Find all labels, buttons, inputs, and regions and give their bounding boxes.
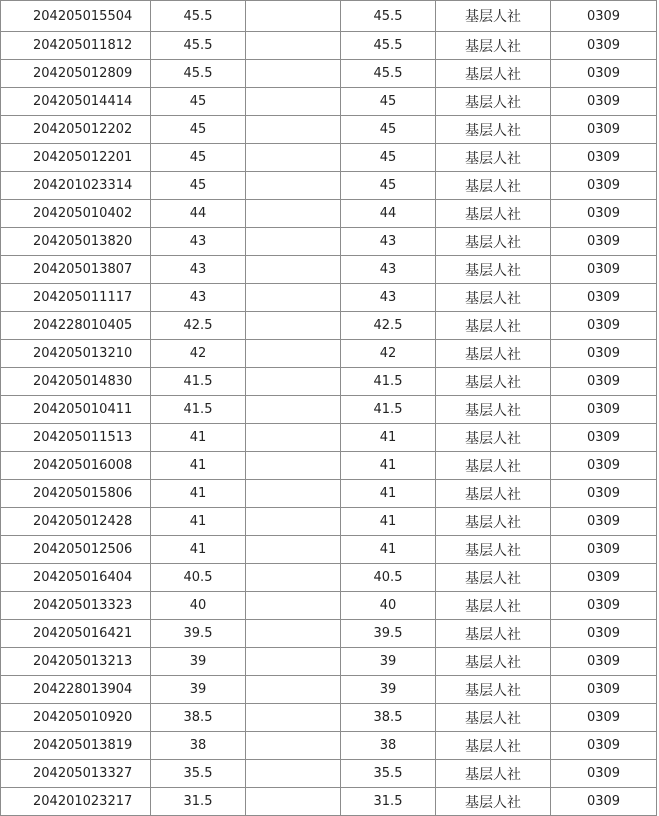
code-cell: 0309 [551, 620, 657, 648]
score-cell: 39 [151, 676, 246, 704]
total-cell: 35.5 [341, 760, 436, 788]
blank-cell [246, 200, 341, 228]
score-cell: 40.5 [151, 564, 246, 592]
code-cell: 0309 [551, 676, 657, 704]
unit-cell: 基层人社 [436, 312, 551, 340]
total-cell: 44 [341, 200, 436, 228]
table-row [1, 60, 657, 88]
table-row [1, 620, 657, 648]
unit-cell: 基层人社 [436, 200, 551, 228]
total-cell: 41 [341, 480, 436, 508]
code-cell: 0309 [551, 340, 657, 368]
id-cell: 204205013807 [1, 256, 151, 284]
score-cell: 41.5 [151, 368, 246, 396]
unit-cell: 基层人社 [436, 88, 551, 116]
blank-cell [246, 88, 341, 116]
blank-cell [246, 648, 341, 676]
score-cell: 40 [151, 592, 246, 620]
code-cell: 0309 [551, 788, 657, 816]
unit-cell: 基层人社 [436, 368, 551, 396]
unit-cell: 基层人社 [436, 172, 551, 200]
total-cell: 41 [341, 424, 436, 452]
blank-cell [246, 396, 341, 424]
score-cell: 38.5 [151, 704, 246, 732]
unit-cell: 基层人社 [436, 116, 551, 144]
code-cell: 0309 [551, 200, 657, 228]
score-cell: 45.5 [151, 32, 246, 60]
table-row [1, 256, 657, 284]
unit-cell: 基层人社 [436, 32, 551, 60]
id-cell: 204205012201 [1, 144, 151, 172]
table-row [1, 116, 657, 144]
code-cell: 0309 [551, 564, 657, 592]
table-row [1, 536, 657, 564]
blank-cell [246, 60, 341, 88]
id-cell: 204205013323 [1, 592, 151, 620]
unit-cell: 基层人社 [436, 564, 551, 592]
total-cell: 42 [341, 340, 436, 368]
code-cell: 0309 [551, 396, 657, 424]
total-cell: 39 [341, 648, 436, 676]
blank-cell [246, 592, 341, 620]
id-cell: 204205015504 [1, 1, 151, 32]
blank-cell [246, 256, 341, 284]
code-cell: 0309 [551, 452, 657, 480]
total-cell: 41.5 [341, 368, 436, 396]
total-cell: 41 [341, 536, 436, 564]
total-cell: 45.5 [341, 60, 436, 88]
score-cell: 45 [151, 144, 246, 172]
blank-cell [246, 788, 341, 816]
score-cell: 45.5 [151, 60, 246, 88]
score-cell: 38 [151, 732, 246, 760]
unit-cell: 基层人社 [436, 480, 551, 508]
blank-cell [246, 676, 341, 704]
id-cell: 204228013904 [1, 676, 151, 704]
id-cell: 204205010411 [1, 396, 151, 424]
total-cell: 43 [341, 256, 436, 284]
blank-cell [246, 564, 341, 592]
blank-cell [246, 1, 341, 32]
total-cell: 39.5 [341, 620, 436, 648]
unit-cell: 基层人社 [436, 284, 551, 312]
score-cell: 41 [151, 480, 246, 508]
unit-cell: 基层人社 [436, 648, 551, 676]
score-cell: 45 [151, 116, 246, 144]
total-cell: 43 [341, 284, 436, 312]
score-cell: 39 [151, 648, 246, 676]
total-cell: 45 [341, 116, 436, 144]
unit-cell: 基层人社 [436, 1, 551, 32]
score-cell: 41 [151, 452, 246, 480]
score-cell: 41.5 [151, 396, 246, 424]
blank-cell [246, 116, 341, 144]
blank-cell [246, 340, 341, 368]
id-cell: 204201023314 [1, 172, 151, 200]
score-cell: 42.5 [151, 312, 246, 340]
score-cell: 42 [151, 340, 246, 368]
unit-cell: 基层人社 [436, 396, 551, 424]
score-cell: 39.5 [151, 620, 246, 648]
blank-cell [246, 760, 341, 788]
score-cell: 45 [151, 172, 246, 200]
score-cell: 41 [151, 424, 246, 452]
total-cell: 31.5 [341, 788, 436, 816]
id-cell: 204228010405 [1, 312, 151, 340]
unit-cell: 基层人社 [436, 60, 551, 88]
code-cell: 0309 [551, 144, 657, 172]
code-cell: 0309 [551, 172, 657, 200]
blank-cell [246, 480, 341, 508]
blank-cell [246, 620, 341, 648]
code-cell: 0309 [551, 536, 657, 564]
unit-cell: 基层人社 [436, 508, 551, 536]
total-cell: 40 [341, 592, 436, 620]
score-cell: 43 [151, 228, 246, 256]
unit-cell: 基层人社 [436, 620, 551, 648]
total-cell: 38.5 [341, 704, 436, 732]
blank-cell [246, 228, 341, 256]
id-cell: 204205016421 [1, 620, 151, 648]
table-row [1, 88, 657, 116]
id-cell: 204205011812 [1, 32, 151, 60]
code-cell: 0309 [551, 424, 657, 452]
score-cell: 45 [151, 88, 246, 116]
total-cell: 41 [341, 508, 436, 536]
id-cell: 204205012202 [1, 116, 151, 144]
code-cell: 0309 [551, 592, 657, 620]
table-row [1, 144, 657, 172]
blank-cell [246, 536, 341, 564]
table-row [1, 340, 657, 368]
unit-cell: 基层人社 [436, 704, 551, 732]
table-row [1, 228, 657, 256]
unit-cell: 基层人社 [436, 592, 551, 620]
table-row [1, 676, 657, 704]
id-cell: 204205010920 [1, 704, 151, 732]
unit-cell: 基层人社 [436, 256, 551, 284]
blank-cell [246, 172, 341, 200]
code-cell: 0309 [551, 704, 657, 732]
id-cell: 204205015806 [1, 480, 151, 508]
id-cell: 204205013819 [1, 732, 151, 760]
table-row [1, 704, 657, 732]
code-cell: 0309 [551, 732, 657, 760]
blank-cell [246, 144, 341, 172]
blank-cell [246, 32, 341, 60]
total-cell: 45 [341, 144, 436, 172]
table-row [1, 368, 657, 396]
id-cell: 204205016404 [1, 564, 151, 592]
code-cell: 0309 [551, 368, 657, 396]
table-row [1, 732, 657, 760]
id-cell: 204205011117 [1, 284, 151, 312]
id-cell: 204205012428 [1, 508, 151, 536]
total-cell: 39 [341, 676, 436, 704]
table-row [1, 452, 657, 480]
table-row [1, 1, 657, 32]
total-cell: 38 [341, 732, 436, 760]
code-cell: 0309 [551, 480, 657, 508]
table-row [1, 508, 657, 536]
id-cell: 204205012809 [1, 60, 151, 88]
score-cell: 35.5 [151, 760, 246, 788]
table-row [1, 312, 657, 340]
total-cell: 41.5 [341, 396, 436, 424]
unit-cell: 基层人社 [436, 732, 551, 760]
code-cell: 0309 [551, 760, 657, 788]
unit-cell: 基层人社 [436, 760, 551, 788]
code-cell: 0309 [551, 60, 657, 88]
id-cell: 204205014830 [1, 368, 151, 396]
id-cell: 204205013210 [1, 340, 151, 368]
unit-cell: 基层人社 [436, 536, 551, 564]
code-cell: 0309 [551, 508, 657, 536]
id-cell: 204205010402 [1, 200, 151, 228]
score-cell: 43 [151, 284, 246, 312]
blank-cell [246, 368, 341, 396]
code-cell: 0309 [551, 1, 657, 32]
total-cell: 41 [341, 452, 436, 480]
code-cell: 0309 [551, 88, 657, 116]
code-cell: 0309 [551, 32, 657, 60]
id-cell: 204205013213 [1, 648, 151, 676]
code-cell: 0309 [551, 116, 657, 144]
blank-cell [246, 284, 341, 312]
table-row [1, 396, 657, 424]
id-cell: 204205012506 [1, 536, 151, 564]
table-row [1, 592, 657, 620]
id-cell: 204205011513 [1, 424, 151, 452]
table-row [1, 480, 657, 508]
table-row [1, 648, 657, 676]
score-cell: 41 [151, 508, 246, 536]
unit-cell: 基层人社 [436, 340, 551, 368]
blank-cell [246, 452, 341, 480]
total-cell: 42.5 [341, 312, 436, 340]
total-cell: 45 [341, 172, 436, 200]
code-cell: 0309 [551, 256, 657, 284]
table-row [1, 788, 657, 816]
total-cell: 45 [341, 88, 436, 116]
total-cell: 40.5 [341, 564, 436, 592]
score-cell: 41 [151, 536, 246, 564]
code-cell: 0309 [551, 284, 657, 312]
unit-cell: 基层人社 [436, 144, 551, 172]
score-cell: 31.5 [151, 788, 246, 816]
id-cell: 204205016008 [1, 452, 151, 480]
total-cell: 45.5 [341, 32, 436, 60]
unit-cell: 基层人社 [436, 452, 551, 480]
blank-cell [246, 312, 341, 340]
blank-cell [246, 508, 341, 536]
id-cell: 204205014414 [1, 88, 151, 116]
table-row [1, 424, 657, 452]
total-cell: 45.5 [341, 1, 436, 32]
table-row [1, 284, 657, 312]
score-table-body [1, 1, 657, 816]
table-row [1, 564, 657, 592]
id-cell: 204205013820 [1, 228, 151, 256]
table-row [1, 200, 657, 228]
unit-cell: 基层人社 [436, 676, 551, 704]
score-cell: 43 [151, 256, 246, 284]
unit-cell: 基层人社 [436, 228, 551, 256]
id-cell: 204201023217 [1, 788, 151, 816]
unit-cell: 基层人社 [436, 424, 551, 452]
total-cell: 43 [341, 228, 436, 256]
blank-cell [246, 424, 341, 452]
code-cell: 0309 [551, 312, 657, 340]
table-row [1, 32, 657, 60]
table-row [1, 760, 657, 788]
blank-cell [246, 732, 341, 760]
unit-cell: 基层人社 [436, 788, 551, 816]
id-cell: 204205013327 [1, 760, 151, 788]
blank-cell [246, 704, 341, 732]
score-cell: 44 [151, 200, 246, 228]
code-cell: 0309 [551, 648, 657, 676]
score-cell: 45.5 [151, 1, 246, 32]
code-cell: 0309 [551, 228, 657, 256]
table-row [1, 172, 657, 200]
